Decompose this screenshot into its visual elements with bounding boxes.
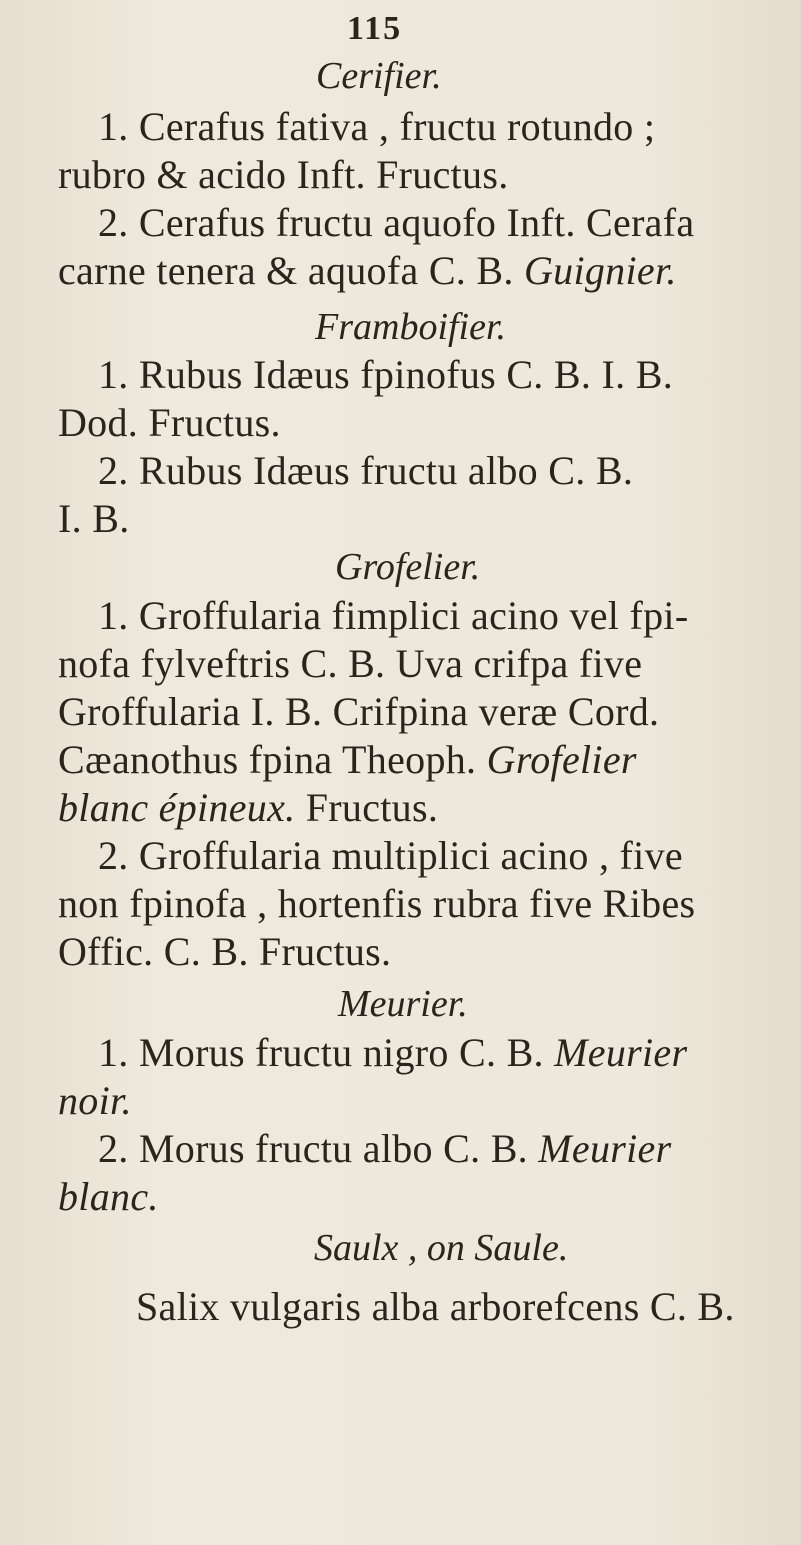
- text-line: 1. Cerafus fativa , fructu rotundo ;: [98, 104, 656, 149]
- text-line: nofa fylveftris C. B. Uva crifpa five: [58, 641, 643, 686]
- text-line: [58, 785, 438, 831]
- text-line: I. B.: [58, 496, 130, 541]
- text-line: [98, 1030, 687, 1076]
- section-heading-meurier: Meurier.: [338, 983, 468, 1025]
- page-number: 115: [347, 10, 403, 47]
- section-heading-cerifier: Cerifier.: [316, 55, 442, 97]
- text-line: 1. Rubus Idæus fpinofus C. B. I. B.: [98, 352, 673, 397]
- french-name: Meurier: [554, 1030, 688, 1075]
- text-line: [58, 248, 677, 294]
- text-line: 1. Groffularia fimplici acino vel fpi-: [98, 593, 689, 638]
- french-name: Meurier: [538, 1126, 672, 1171]
- text-line: [58, 737, 637, 783]
- text-line: rubro & acido Inft. Fructus.: [58, 152, 509, 197]
- text-line: Dod. Fructus.: [58, 400, 281, 445]
- french-name: blanc.: [58, 1174, 159, 1219]
- text-run: 1. Morus fructu nigro C. B.: [98, 1030, 555, 1075]
- section-heading-framboifier: Framboifier.: [315, 306, 507, 348]
- text-run: 2. Morus fructu albo C. B.: [98, 1126, 539, 1171]
- text-run: Cæanothus fpina Theoph.: [58, 737, 487, 782]
- text-run: carne tenera & aquofa C. B.: [58, 248, 524, 293]
- french-name: noir.: [58, 1078, 132, 1123]
- text-line: non fpinofa , hortenfis rubra five Ribes: [58, 881, 696, 926]
- french-name: Guignier.: [523, 248, 677, 293]
- text-line: Groffularia I. B. Crifpina veræ Cord.: [58, 689, 660, 734]
- text-line: [58, 1174, 159, 1220]
- french-name: blanc épineux.: [58, 785, 296, 830]
- french-name: Grofelier: [486, 737, 637, 782]
- section-heading-grofelier: Grofelier.: [335, 546, 481, 588]
- text-line: [98, 1126, 671, 1172]
- text-line: Offic. C. B. Fructus.: [58, 929, 392, 974]
- text-line: Salix vulgaris alba arborefcens C. B.: [136, 1284, 735, 1329]
- text-line: 2. Rubus Idæus fructu albo C. B.: [98, 448, 634, 493]
- section-heading-saulx: Saulx , on Saule.: [314, 1227, 569, 1269]
- text-line: 2. Cerafus fructu aquofo Inft. Cerafa: [98, 200, 695, 245]
- text-run: Fructus.: [295, 785, 439, 830]
- text-line: [58, 1078, 132, 1124]
- text-line: 2. Groffularia multiplici acino , five: [98, 833, 683, 878]
